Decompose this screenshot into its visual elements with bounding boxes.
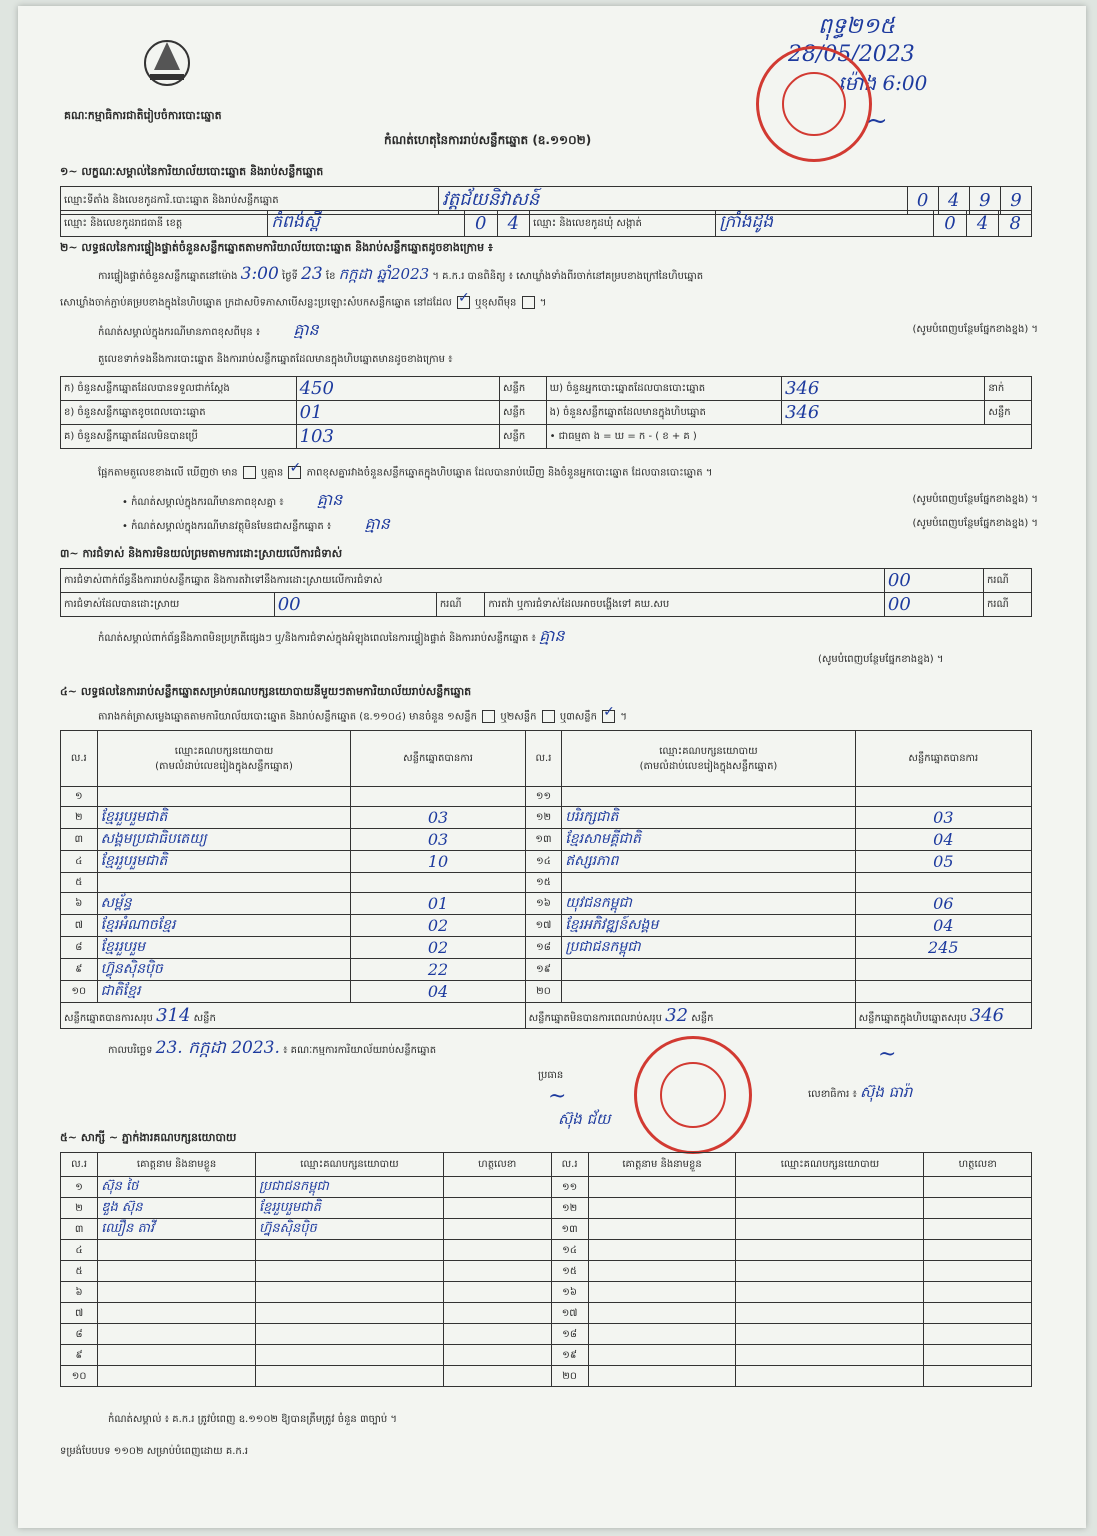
chair-label: ប្រធាន [538,1070,564,1081]
secretary-signature: ~ [878,1042,897,1067]
witness-name [588,1282,736,1303]
witness-no: ២០ [551,1366,588,1387]
witness-party [736,1219,924,1240]
section2-note1: កំណត់សម្គាល់ក្នុងករណីមានភាពខុសពីមុន ៖ គ្មាន (សូមបំពេញបន្ថែមផ្នែកខាងខ្នង) ។ [98,320,1038,339]
section2-line1: ការផ្ទៀងផ្ទាត់ចំនួនសន្លឹកឆ្នោតនៅម៉ោង 3:00 ថ្ងៃទី 23 ខែ កក្កដា ឆ្នាំ2023 ។ គ.ក.រ បានពិនិត្យ ៖ សោឃ្លាំងទាំងពីរចាក់នៅគម្របខាងក្រៅនៃហិបឆ្នោត [98,264,704,284]
witness-no: ១៩ [551,1345,588,1366]
chair-name: ស៊ុង ជ័យ [558,1110,611,1128]
witness-party [256,1261,444,1282]
witness-party [736,1261,924,1282]
figure-label: គ) ចំនួនសន្លឹកឆ្នោតដែលមិនបានប្រើ [61,425,297,449]
table-row [61,1345,1032,1366]
result-no: ១៥ [525,873,562,893]
appeal-unit: ករណី [983,593,1031,617]
figure-value: 103 [296,425,499,449]
result-votes [855,787,1031,807]
result-no: ៨ [61,937,98,959]
section4-heading: ៤~ លទ្ធផលនៃការរាប់សន្លឹកឆ្នោតសម្រាប់គណបក្សនយោបាយនីមួយៗតាមការិយាល័យរាប់សន្លឹកឆ្នោត [60,685,472,698]
witness-signature [443,1240,551,1261]
hw-top-time: ម៉ោង 6:00 [838,71,928,95]
witness-signature [924,1198,1032,1219]
result-party: ហ៊្វុនស៊ិនប៉ិច [97,959,351,981]
witness-party [736,1198,924,1219]
result-no: ១២ [525,807,562,829]
result-no: ១៧ [525,915,562,937]
witness-no: ៩ [61,1345,98,1366]
result-party: ខ្មែររួបរួមជាតិ [97,807,351,829]
witness-name [588,1366,736,1387]
changed-checkbox[interactable] [522,296,535,309]
witness-no: ៧ [61,1303,98,1324]
witness-party [736,1303,924,1324]
code-digit: 4 [966,211,999,237]
table-row [61,873,1032,893]
result-votes: 245 [855,937,1031,959]
witness-party: ប្រជាជនកម្ពុជា [256,1177,444,1198]
section1-table-row2 [60,210,1032,237]
figure-unit: សន្លឹក [499,401,546,425]
signature-top: ~ [866,106,888,136]
col-name: គោត្តនាម និងនាមខ្លួន [98,1153,256,1177]
witness-name: ស៊ុន ថៃ [98,1177,256,1198]
witness-no: ១២ [551,1198,588,1219]
figure-unit: សន្លឹក [499,425,546,449]
col-party: ឈ្មោះគណបក្សនយោបាយ [256,1153,444,1177]
result-votes: 03 [351,807,525,829]
red-seal-top [756,46,872,162]
col-votes: សន្លឹកឆ្នោតបានការ [351,731,525,787]
result-votes: 04 [855,915,1031,937]
witness-name [588,1303,736,1324]
result-party: ខ្មែរអំណាចខ្មែរ [97,915,351,937]
result-votes: 06 [855,893,1031,915]
one-sheet-checkbox[interactable] [482,710,495,723]
code-digit: 9 [1000,187,1031,215]
witness-name [98,1324,256,1345]
result-party: ឥស្សរភាព [562,851,855,873]
result-no: ១ [61,787,98,807]
result-votes: 02 [351,915,525,937]
ballot-count-form [18,6,1086,1528]
result-party [97,873,351,893]
witness-signature [924,1261,1032,1282]
result-party: ជាតិខ្មែរ [97,981,351,1003]
figure-label: ង) ចំនួនសន្លឹកឆ្នោតដែលមានក្នុងហិបឆ្នោត [546,401,781,425]
table-row [61,959,1032,981]
witness-name: ឈឿន តាវី [98,1219,256,1240]
date-line: កាលបរិច្ឆេទ 23. កក្កដា 2023. ៖ គណៈកម្មការការិយាល័យរាប់សន្លឹកឆ្នោត [108,1038,437,1058]
formula-note: • ជាធម្មតា ង = ឃ = ក - ( ខ + គ ) [546,425,1031,449]
section4-intro: តារាងកត់ត្រាសម្លេងឆ្នោតតាមការិយាល័យបោះឆ្នោត និងរាប់សន្លឹកឆ្នោត (ឧ.១១០៤) មានចំនួន ១សន្លឹក ឬ២សន្លឹក ឬ៣សន្លឹក ✓ ។ [98,710,627,724]
col-no: ល.រ [525,731,562,787]
witness-signature [443,1261,551,1282]
section5-heading: ៥~ សាក្សី ~ ភ្នាក់ងារគណបក្សនយោបាយ [60,1131,237,1144]
witness-no: ៥ [61,1261,98,1282]
table-row [61,1366,1032,1387]
result-votes: 04 [855,829,1031,851]
witness-name: ឌួង ស៊ុន [98,1198,256,1219]
witness-name [98,1303,256,1324]
witness-no: ១១ [551,1177,588,1198]
col-no: ល.រ [551,1153,588,1177]
witness-party [256,1324,444,1345]
witness-party: ខ្មែររួបរួមជាតិ [256,1198,444,1219]
witness-no: ១៨ [551,1324,588,1345]
total-valid: សន្លឹកឆ្នោតបានការសរុប 314 សន្លឹក [61,1003,526,1029]
result-votes [855,981,1031,1003]
witness-signature [443,1345,551,1366]
code-digit: 0 [934,211,967,237]
col-no: ល.រ [61,1153,98,1177]
table-row [61,1240,1032,1261]
witness-signature [443,1366,551,1387]
objections-table [60,568,1032,617]
resolved-value: 00 [274,593,436,617]
section3-note: កំណត់សម្គាល់ពាក់ព័ន្ធនឹងភាពមិនប្រក្រតីផ្សេងៗ ឬ/និងការជំទាស់ក្នុងអំឡុងពេលនៃការផ្ទៀងផ្ទាត់ និងការរាប់សន្លឹកឆ្នោត ៖ គ្មាន [98,626,565,645]
result-votes: 03 [855,807,1031,829]
code-digit: 4 [938,187,969,215]
col-party: ឈ្មោះគណបក្សនយោបាយ [736,1153,924,1177]
result-votes [351,873,525,893]
witness-signature [924,1366,1032,1387]
col-no: ល.រ [61,731,98,787]
resolved-label: ការជំទាស់ដែលបានដោះស្រាយ [61,593,275,617]
total-invalid: សន្លឹកឆ្នោតមិនបានការពេលរាប់សរុប 32 សន្លឹក [525,1003,855,1029]
section2-intro: តួលេខទាក់ទងនឹងការបោះឆ្នោត និងការរាប់សន្លឹកឆ្នោតដែលមានក្នុងហិបឆ្នោតមានដូចខាងក្រោម ៖ [98,354,453,365]
col-sign: ហត្ថលេខា [924,1153,1032,1177]
witness-party [736,1282,924,1303]
result-party [562,959,855,981]
witness-name [588,1345,736,1366]
result-party [562,981,855,1003]
result-no: ១៦ [525,893,562,915]
result-no: ១៩ [525,959,562,981]
figure-value: 346 [781,377,984,401]
col-party: ឈ្មោះគណបក្សនយោបាយ (តាមលំដាប់លេខរៀងក្នុងសន្លឹកឆ្នោត) [562,731,855,787]
result-party: ខ្មែររួបរួម [97,937,351,959]
witness-signature [443,1324,551,1345]
red-seal-middle [634,1036,752,1154]
result-votes: 05 [855,851,1031,873]
figure-label: ក) ចំនួនសន្លឹកឆ្នោតដែលបានទទួលជាក់ស្តែង [61,377,297,401]
col-sign: ហត្ថលេខា [443,1153,551,1177]
table-row [61,1177,1032,1198]
result-party [97,787,351,807]
witness-signature [443,1303,551,1324]
witness-party [256,1345,444,1366]
section3-heading: ៣~ ការជំទាស់ និងការមិនយល់ព្រមតាមការដោះស្រាយលើការជំទាស់ [60,547,343,560]
result-votes: 10 [351,851,525,873]
figure-unit: សន្លឹក [499,377,546,401]
three-sheet-checkbox[interactable] [602,710,615,723]
table-row [61,1324,1032,1345]
hw-top-code: ពុទ្ធ២១៥ [818,14,895,39]
result-votes [855,873,1031,893]
results-table [60,730,1032,1029]
witness-name [588,1240,736,1261]
witness-name [98,1282,256,1303]
result-votes: 04 [351,981,525,1003]
witness-signature [924,1219,1032,1240]
witness-signature [924,1345,1032,1366]
witness-no: ១៥ [551,1261,588,1282]
witness-name [98,1345,256,1366]
figure-unit: សន្លឹក [985,401,1032,425]
table-row [61,1198,1032,1219]
resolved-unit: ករណី [436,593,485,617]
result-no: ១០ [61,981,98,1003]
result-no: ៣ [61,829,98,851]
witness-signature [924,1324,1032,1345]
result-party: បរិរក្សជាតិ [562,807,855,829]
witness-no: ២ [61,1198,98,1219]
table-row [61,1282,1032,1303]
witness-signature [443,1282,551,1303]
witness-signature [924,1282,1032,1303]
witness-name [98,1261,256,1282]
table-row [61,807,1032,829]
footer-note: កំណត់សម្គាល់ ៖ គ.ក.រ ត្រូវបំពេញ ឧ.១១០២ ឱ្យបានត្រឹមត្រូវ ចំនួន ៣ច្បាប់ ។ [108,1414,397,1425]
witness-no: ៣ [61,1219,98,1240]
witness-party: ហ្វ៊ុនស៊ិនប៉ិច [256,1219,444,1240]
witness-party [736,1345,924,1366]
has-diff-checkbox[interactable] [243,466,256,479]
witness-party [736,1324,924,1345]
section2-heading: ២~ លទ្ធផលនៃការផ្ទៀងផ្ទាត់ចំនួនសន្លឹកឆ្នោតតាមការិយាល័យបោះឆ្នោត និងរាប់សន្លឹកឆ្នោតដូចខាងក្រោម ៖ [60,241,493,254]
table-row [61,1303,1032,1324]
witness-no: ១០ [61,1366,98,1387]
figure-label: ឃ) ចំនួនអ្នកបោះឆ្នោតដែលបានបោះឆ្នោត [546,377,781,401]
code-digit: 0 [464,211,497,237]
result-votes: 22 [351,959,525,981]
compare-line: ផ្អែកតាមតួលេខខាងលើ ឃើញថា មាន ឬគ្មាន ✓ ភាពខុសគ្នារវាងចំនួនសន្លឹកឆ្នោតក្នុងហិបឆ្នោត ដែលបានរាប់ឃើញ និងចំនួនអ្នកបោះឆ្នោត ដែលបានបោះឆ្នោត ។ [98,466,712,480]
bullet2: • កំណត់សម្គាល់ក្នុងករណីមានវត្ថុមិនមែនជាសន្លឹកឆ្នោត ៖ គ្មាន (សូមបំពេញបន្ថែមផ្នែកខាងខ្នង) ។ [122,514,1038,533]
result-no: ២ [61,807,98,829]
witness-no: ៦ [61,1282,98,1303]
witness-name [588,1177,736,1198]
witness-party [736,1240,924,1261]
table-row [61,851,1032,873]
witness-signature [924,1303,1032,1324]
result-no: ១៣ [525,829,562,851]
code-digit: 0 [907,187,938,215]
witness-signature [443,1177,551,1198]
result-votes: 02 [351,937,525,959]
witness-no: ១៦ [551,1282,588,1303]
result-party [562,787,855,807]
witness-party [256,1303,444,1324]
result-votes [351,787,525,807]
result-no: ១៤ [525,851,562,873]
same-checkbox[interactable] [457,296,470,309]
col-name: គោត្តនាម និងនាមខ្លួន [588,1153,736,1177]
appeal-value: 00 [884,593,983,617]
col-votes: សន្លឹកឆ្នោតបានការ [855,731,1031,787]
figures-table [60,376,1032,449]
witness-no: ១៤ [551,1240,588,1261]
code-digit: 9 [969,187,1000,215]
objection-label: ការជំទាស់ពាក់ព័ន្ធនឹងការរាប់សន្លឹកឆ្នោត និងការតវ៉ាទៅនឹងការដោះស្រាយលើការជំទាស់ [61,569,885,593]
result-party: ខ្មែរអភិវឌ្ឍន៍សង្គម [562,915,855,937]
witness-name [588,1261,736,1282]
table-row [61,1261,1032,1282]
result-no: ៧ [61,915,98,937]
hw-top-date: 28/05/2023 [788,42,915,67]
figure-value: 450 [296,377,499,401]
witness-name [588,1219,736,1240]
row2-label-b: ឈ្មោះ និងលេខកូដឃុំ សង្កាត់ [530,211,716,237]
witness-signature [924,1177,1032,1198]
nec-emblem-icon [136,30,198,92]
figure-value: 346 [781,401,984,425]
table-row [61,981,1032,1003]
result-party [562,873,855,893]
result-votes [855,959,1031,981]
result-party: ខ្មែរសាមគ្គីជាតិ [562,829,855,851]
chair-signature: ~ [548,1084,567,1109]
witness-no: ១ [61,1177,98,1198]
two-sheet-checkbox[interactable] [542,710,555,723]
committee-name: គណៈកម្មាធិការជាតិរៀបចំការបោះឆ្នោត [64,109,222,122]
code-digit: 4 [497,211,530,237]
result-votes: 03 [351,829,525,851]
table-row [61,829,1032,851]
result-party: ខ្មែររួបរួមជាតិ [97,851,351,873]
table-row [61,937,1032,959]
figure-label: ខ) ចំនួនសន្លឹកឆ្នោតខូចពេលបោះឆ្នោត [61,401,297,425]
result-no: ១៨ [525,937,562,959]
figure-value: 01 [296,401,499,425]
table-row [61,893,1032,915]
result-party: យុវជនកម្ពុជា [562,893,855,915]
witness-party [736,1366,924,1387]
witness-table [60,1152,1032,1387]
section3-fill: (សូមបំពេញបន្ថែមផ្នែកខាងខ្នង) ។ [818,654,944,665]
section1-heading: ១~ លក្ខណៈសម្គាល់នៃការិយាល័យបោះឆ្នោត និងរាប់សន្លឹកឆ្នោត [60,165,324,178]
result-no: ១១ [525,787,562,807]
witness-name [588,1198,736,1219]
witness-no: ១៣ [551,1219,588,1240]
result-party: សង្គមប្រជាធិបតេយ្យ [97,829,351,851]
witness-name [588,1324,736,1345]
table-row [61,915,1032,937]
result-no: ៩ [61,959,98,981]
witness-no: ៤ [61,1240,98,1261]
row2-label: ឈ្មោះ និងលេខកូដរាជធានី ខេត្ត [61,211,268,237]
table-row [61,1219,1032,1240]
form-title: កំណត់ហេតុនៃការរាប់សន្លឹកឆ្នោត (ឧ.១១០២) [384,133,592,147]
col-party: ឈ្មោះគណបក្សនយោបាយ (តាមលំដាប់លេខរៀងក្នុងសន្លឹកឆ្នោត) [97,731,351,787]
figure-unit: នាក់ [985,377,1032,401]
witness-name [98,1366,256,1387]
secretary-line: លេខាធិការ ៖ ស៊ុង ធារ៉ា [808,1083,913,1101]
witness-party [256,1240,444,1261]
witness-party [736,1177,924,1198]
witness-party [256,1366,444,1387]
result-party: សម្ព័ន្ធ [97,893,351,915]
result-votes: 01 [351,893,525,915]
section2-line2: សោឃ្លាំងចាក់ភ្ជាប់គម្របខាងក្នុងនៃហិបឆ្នោត ក្រដាសបិទភាសាបើសន្លះប្រឡោះសំបកសន្លឹកឆ្នោត នៅដដែល ✓ ឬខុសពីមុន ។ [60,296,546,310]
witness-no: ១៧ [551,1303,588,1324]
row2-value-b: ក្រាំងដូង [716,211,934,237]
witness-party [256,1282,444,1303]
result-no: ៥ [61,873,98,893]
objection-value: 00 [884,569,983,593]
result-no: ៤ [61,851,98,873]
witness-signature [443,1219,551,1240]
form-id: ទម្រង់បែបបទ ១១០២ សម្រាប់បំពេញដោយ គ.ក.រ [60,1446,249,1457]
objection-unit: ករណី [983,569,1031,593]
code-digit: 8 [999,211,1032,237]
witness-name [98,1240,256,1261]
total-box: សន្លឹកឆ្នោតក្នុងហិបឆ្នោតសរុប 346 [855,1003,1031,1029]
table-row [61,787,1032,807]
witness-signature [443,1198,551,1219]
row1-value: វត្តជ័យនិវាសន៍ [439,187,907,215]
no-diff-checkbox[interactable] [288,466,301,479]
witness-signature [924,1240,1032,1261]
result-party: ប្រជាជនកម្ពុជា [562,937,855,959]
row2-value: កំពង់ស្ពឺ [268,211,465,237]
bullet1: • កំណត់សម្គាល់ក្នុងករណីមានភាពខុសគ្នា ៖ គ្មាន (សូមបំពេញបន្ថែមផ្នែកខាងខ្នង) ។ [122,490,1038,509]
witness-no: ៨ [61,1324,98,1345]
result-no: ៦ [61,893,98,915]
result-no: ២០ [525,981,562,1003]
row1-label: ឈ្មោះទីតាំង និងលេខកូដការិ.បោះឆ្នោត និងរាប់សន្លឹកឆ្នោត [61,187,439,215]
appeal-label: ការតវ៉ា ឬការជំទាស់ដែលអាចបង្ហើងទៅ គឃ.សប [485,593,885,617]
